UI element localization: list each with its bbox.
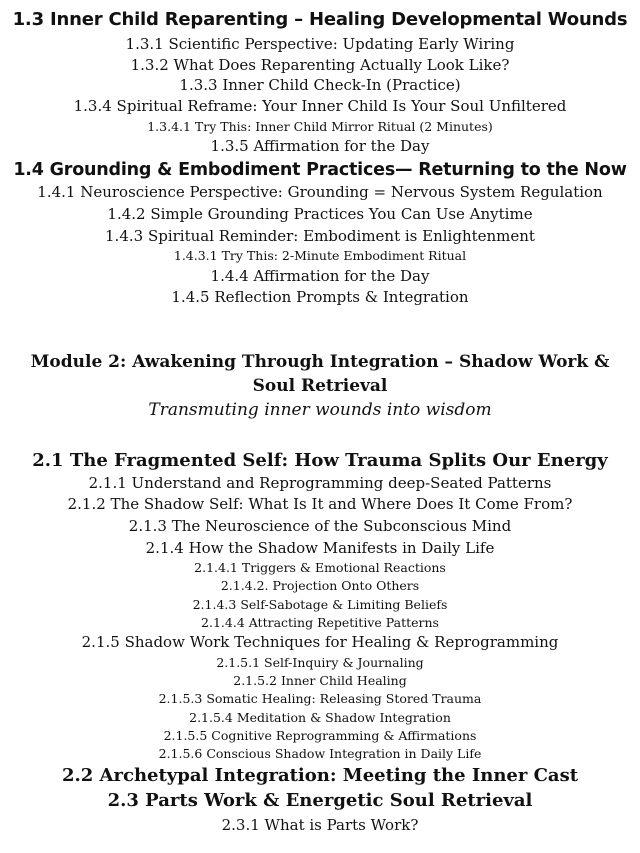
section-heading: 1.3 Inner Child Reparenting – Healing Developmental Wounds [12,9,628,30]
subsection-entry: 2.3.1 What is Parts Work? [221,816,419,834]
subsection-entry: 1.3.4 Spiritual Reframe: Your Inner Child Is Your Soul Unfiltered [73,97,567,115]
subsection-entry: 2.1.3 The Neuroscience of the Subconscious Mind [128,517,512,535]
module-title-continued: Soul Retrieval [252,376,388,396]
module-title: Module 2: Awakening Through Integration – Shadow Work & [30,352,610,372]
subsection-entry: 1.3.2 What Does Reparenting Actually Look Like? [130,56,510,74]
subsection-entry: 2.1.5 Shadow Work Techniques for Healing & Reprogramming [81,633,559,651]
subsubsection-entry: 2.1.5.5 Cognitive Reprogramming & Affirmations [163,728,477,743]
subsection-entry: 1.4.1 Neuroscience Perspective: Grounding = Nervous System Regulation [37,183,603,201]
subsubsection-entry: 2.1.5.6 Conscious Shadow Integration in Daily Life [158,746,482,761]
subsubsection-entry: 2.1.5.2 Inner Child Healing [233,673,407,688]
subsubsection-entry: 2.1.5.1 Self-Inquiry & Journaling [216,655,424,670]
subsubsection-entry: 2.1.5.3 Somatic Healing: Releasing Stored Trauma [158,691,482,706]
subsubsection-entry: 2.1.4.4 Attracting Repetitive Patterns [201,615,439,630]
section-heading: 2.3 Parts Work & Energetic Soul Retrieval [107,790,533,811]
subsubsection-entry: 1.4.3.1 Try This: 2-Minute Embodiment Ritual [173,248,467,263]
subsection-entry: 1.4.5 Reflection Prompts & Integration [171,288,469,306]
subsection-entry: 2.1.2 The Shadow Self: What Is It and Where Does It Come From? [67,495,573,513]
subsection-entry: 1.3.3 Inner Child Check-In (Practice) [179,76,461,94]
subsection-entry: 1.4.4 Affirmation for the Day [210,267,430,285]
subsubsection-entry: 2.1.4.3 Self-Sabotage & Limiting Beliefs [192,597,448,612]
subsubsection-entry: 2.1.4.1 Triggers & Emotional Reactions [194,560,446,575]
subsection-entry: 1.3.1 Scientific Perspective: Updating Early Wiring [125,35,515,53]
subsection-entry: 1.4.3 Spiritual Reminder: Embodiment is Enlightenment [105,227,535,245]
section-heading: 1.4 Grounding & Embodiment Practices— Returning to the Now [13,160,627,180]
subsection-entry: 2.1.4 How the Shadow Manifests in Daily Life [145,539,495,557]
subsection-entry: 2.1.1 Understand and Reprogramming deep-Seated Patterns [88,474,552,492]
subsection-entry: 1.4.2 Simple Grounding Practices You Can Use Anytime [107,205,533,223]
section-heading: 2.1 The Fragmented Self: How Trauma Splits Our Energy [32,450,608,471]
subsection-entry: 1.3.5 Affirmation for the Day [210,137,430,155]
module-tagline: Transmuting inner wounds into wisdom [148,400,492,420]
subsubsection-entry: 2.1.5.4 Meditation & Shadow Integration [189,710,451,725]
section-heading: 2.2 Archetypal Integration: Meeting the Inner Cast [61,765,579,786]
subsubsection-entry: 2.1.4.2. Projection Onto Others [220,578,420,593]
subsubsection-entry: 1.3.4.1 Try This: Inner Child Mirror Ritual (2 Minutes) [147,119,493,134]
